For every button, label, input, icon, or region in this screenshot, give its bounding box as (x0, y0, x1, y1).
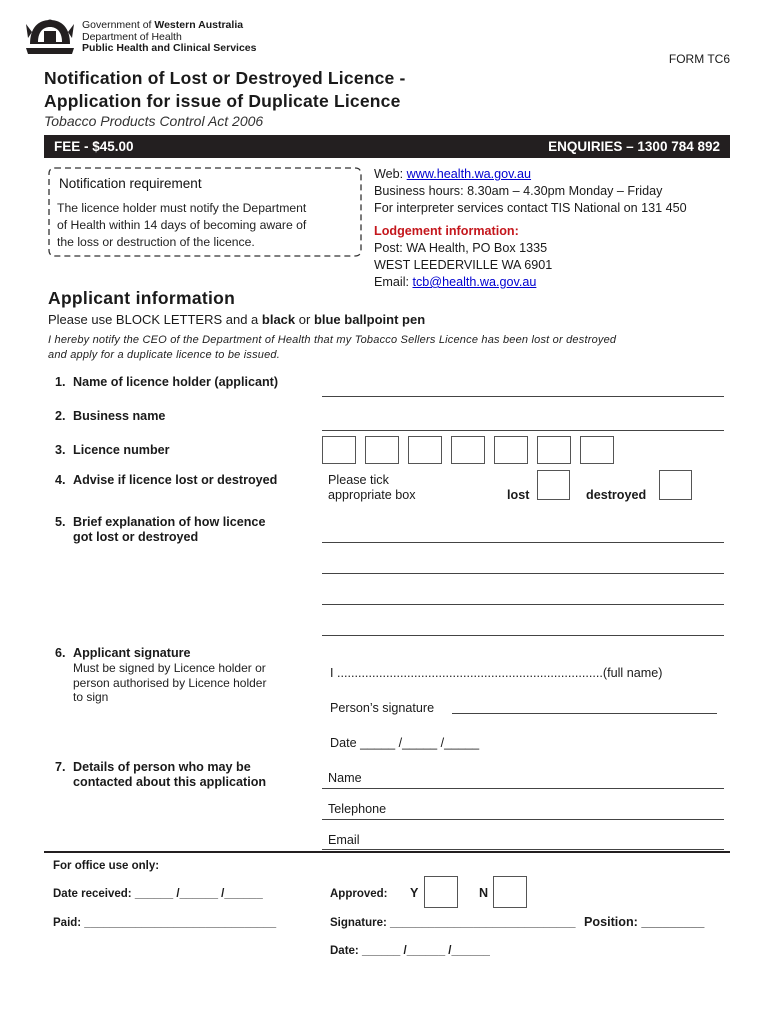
q5-explanation-line[interactable] (322, 542, 724, 543)
gov-line3: Public Health and Clinical Services (82, 42, 257, 54)
applicant-heading: Applicant information (48, 288, 236, 308)
q5-explanation-line[interactable] (322, 635, 724, 636)
form-code: FORM TC6 (668, 52, 730, 66)
q2-label (55, 409, 165, 424)
approved-n-label: N (479, 886, 489, 900)
notification-body (57, 200, 357, 251)
approved-yes-checkbox[interactable] (424, 876, 458, 908)
q6-instruction-line1: Must be signed by Licence holder or (73, 661, 266, 675)
tick-instruction (328, 473, 416, 503)
licence-digit-box[interactable] (365, 436, 399, 464)
date-received-field[interactable]: Date received: ______ /______ /______ (53, 888, 263, 900)
office-use-divider (44, 851, 730, 853)
statement-line2: and apply for a duplicate licence to be issued. (48, 348, 280, 361)
signature-label: Person’s signature (330, 701, 435, 715)
office-position-field[interactable]: Position: _________ (584, 915, 705, 929)
q6-instruction-line2: person authorised by Licence holder (73, 675, 267, 690)
q3-number: 3. (55, 443, 66, 457)
fee-bar (44, 135, 730, 158)
destroyed-label: destroyed (586, 488, 647, 502)
department-name-block (82, 20, 256, 55)
signature-date-field[interactable]: Date _____ /_____ /_____ (330, 736, 480, 750)
approved-label: Approved: (330, 888, 388, 900)
q2-business-name-field[interactable] (322, 430, 724, 431)
q1-label (55, 375, 278, 390)
licence-digit-box[interactable] (580, 436, 614, 464)
q5-text-line2: got lost or destroyed (73, 530, 199, 544)
office-signature-field[interactable]: Signature: _____________________________ (330, 917, 576, 929)
q4-label (55, 473, 277, 488)
lodgement-title: Lodgement information: (374, 224, 519, 238)
licence-digit-box[interactable] (537, 436, 571, 464)
email-link[interactable]: tcb@health.wa.gov.au (412, 275, 537, 289)
approved-y-label: Y (410, 886, 419, 900)
contact-info (374, 166, 687, 291)
signature-field[interactable] (452, 713, 717, 714)
block-note-blue: blue ballpoint pen (313, 312, 426, 327)
q5-text-line1: Brief explanation of how licence (73, 515, 266, 529)
notification-line: the loss or destruction of the licence. (57, 235, 255, 249)
notification-line: The licence holder must notify the Department (57, 201, 307, 215)
wa-government-crest-logo (24, 14, 76, 60)
gov-line1-bold: Western Australia (154, 19, 244, 31)
office-date-field[interactable]: Date: ______ /______ /______ (330, 945, 490, 957)
q1-name-field[interactable] (322, 396, 724, 397)
form-title (44, 67, 406, 113)
block-note-pre: Please use BLOCK LETTERS and a (48, 312, 262, 327)
q6-number: 6. (55, 646, 66, 660)
post-address-line2: WEST LEEDERVILLE WA 6901 (374, 258, 553, 272)
lost-checkbox[interactable] (537, 470, 570, 500)
contact-telephone-field[interactable] (322, 819, 724, 820)
web-link[interactable]: www.health.wa.gov.au (406, 167, 532, 181)
q4-text: Advise if licence lost or destroyed (73, 473, 278, 487)
block-note-black: black (261, 312, 296, 327)
q3-label (55, 443, 170, 458)
q5-explanation-line[interactable] (322, 604, 724, 605)
licence-digit-box[interactable] (494, 436, 528, 464)
act-name: Tobacco Products Control Act 2006 (44, 113, 264, 129)
business-hours: Business hours: 8.30am – 4.30pm Monday – Friday (374, 184, 663, 198)
q5-explanation-line[interactable] (322, 573, 724, 574)
licence-digit-box[interactable] (408, 436, 442, 464)
interpreter-info: For interpreter services contact TIS National on 131 450 (374, 201, 687, 215)
q3-text: Licence number (73, 443, 170, 457)
q5-number: 5. (55, 515, 66, 529)
q7-number: 7. (55, 760, 66, 774)
q1-text: Name of licence holder (applicant) (73, 375, 279, 389)
q4-number: 4. (55, 473, 66, 487)
form-title-line2: Application for issue of Duplicate Licence (44, 91, 401, 111)
block-letters-note (48, 312, 425, 327)
q7-text-line2: contacted about this application (73, 775, 267, 789)
licence-digit-box[interactable] (451, 436, 485, 464)
tick-instruction-line2: appropriate box (328, 488, 416, 502)
contact-email-field[interactable] (322, 849, 724, 850)
enquiries-text: ENQUIRIES – 1300 784 892 (548, 139, 720, 154)
licence-digit-box[interactable] (322, 436, 356, 464)
statement-line1: I hereby notify the CEO of the Department of Health that my Tobacco Sellers Licence has been lost or destroyed (48, 334, 617, 346)
q5-label (55, 515, 265, 545)
q7-text-line1: Details of person who may be (73, 760, 251, 774)
form-title-line1: Notification of Lost or Destroyed Licence - (44, 68, 406, 88)
contact-telephone-label: Telephone (328, 802, 387, 816)
contact-name-label: Name (328, 771, 362, 785)
q2-text: Business name (73, 409, 166, 423)
notification-line: of Health within 14 days of becoming aware of (57, 218, 307, 232)
q6-label (55, 646, 191, 661)
contact-email-label: Email (328, 833, 360, 847)
q6-instruction-line3: to sign (73, 690, 109, 704)
full-name-field[interactable]: I ............................................................................(full name) (330, 666, 663, 680)
web-label: Web: (374, 167, 407, 181)
block-note-mid: or (295, 312, 314, 327)
lost-label: lost (507, 488, 530, 502)
approved-no-checkbox[interactable] (493, 876, 527, 908)
q6-instruction (73, 661, 266, 705)
notification-title: Notification requirement (59, 176, 202, 191)
paid-field[interactable]: Paid: ______________________________ (53, 917, 277, 929)
email-label: Email: (374, 275, 413, 289)
destroyed-checkbox[interactable] (659, 470, 692, 500)
gov-line1-prefix: Government of (82, 19, 155, 31)
fee-text: FEE - $45.00 (54, 139, 134, 154)
q1-number: 1. (55, 375, 66, 389)
notification-statement (48, 333, 728, 362)
post-address: Post: WA Health, PO Box 1335 (374, 241, 548, 255)
q6-text: Applicant signature (73, 646, 191, 660)
q7-label (55, 760, 266, 790)
gov-line2: Department of Health (82, 30, 182, 43)
contact-name-field[interactable] (322, 788, 724, 789)
tick-instruction-line1: Please tick (328, 473, 389, 487)
office-use-heading: For office use only: (53, 860, 160, 872)
q2-number: 2. (55, 409, 66, 423)
